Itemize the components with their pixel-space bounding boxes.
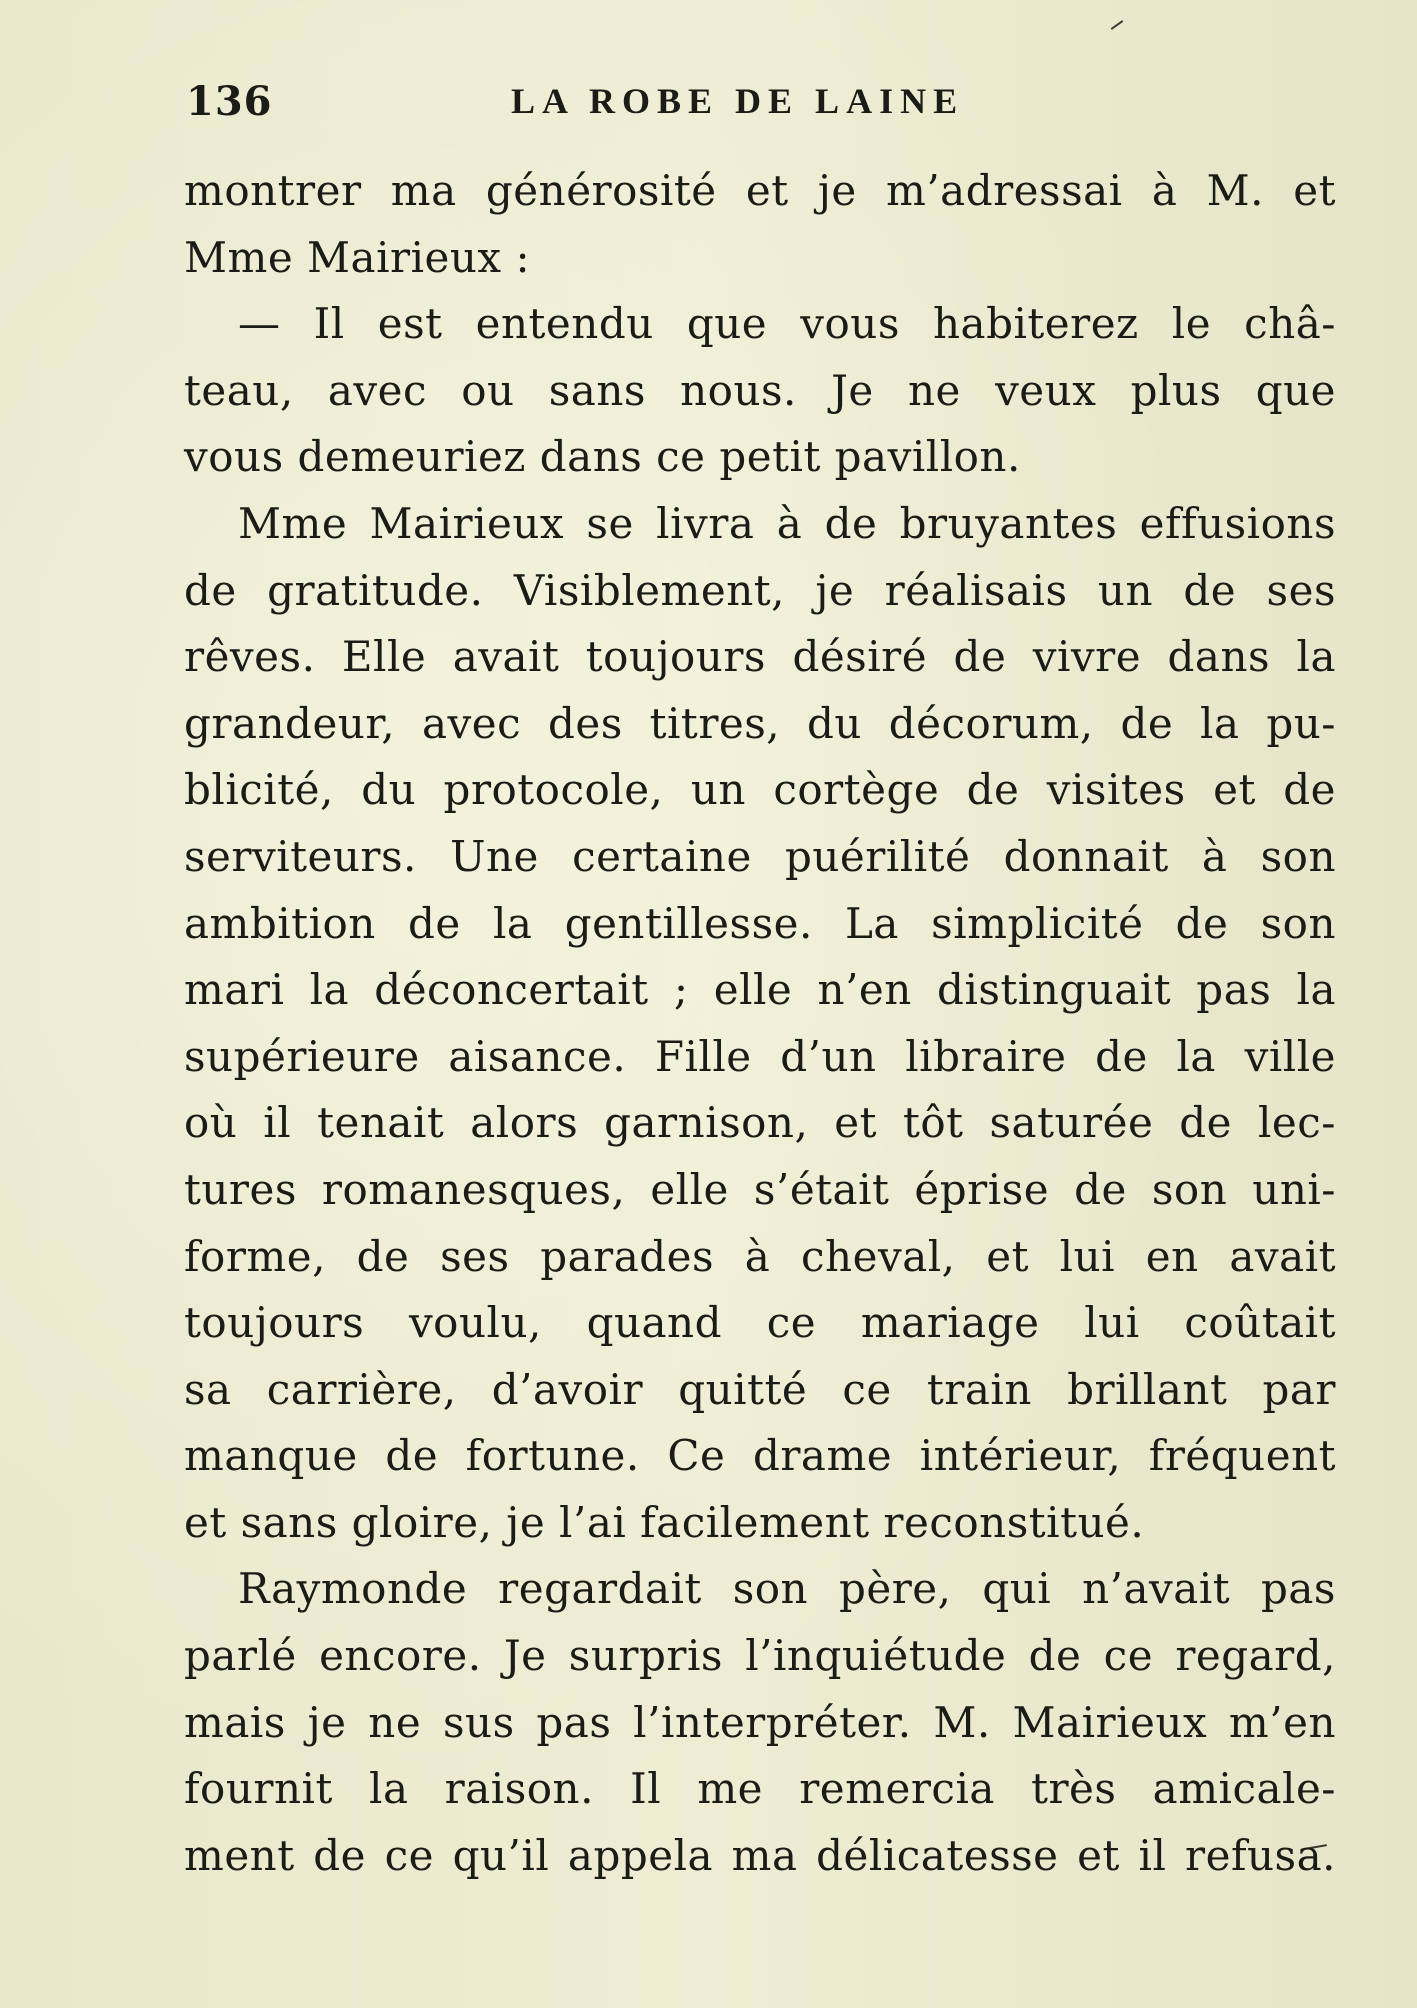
body-text — [184, 158, 1336, 1889]
text-line: et sans gloire, je l’ai facilement reconstitué. — [184, 1497, 1145, 1547]
text-line: supérieure aisance. Fille d’un libraire de la ville — [184, 1031, 1336, 1081]
running-header — [186, 78, 1336, 128]
running-title: LA ROBE DE LAINE — [511, 81, 965, 121]
text-line: ambition de la gentillesse. La simplicité de son — [184, 898, 1336, 948]
text-line: Raymonde regardait son père, qui n’avait pas — [238, 1564, 1336, 1614]
text-line: rêves. Elle avait toujours désiré de vivre dans la — [184, 632, 1336, 682]
text-line: grandeur, avec des titres, du décorum, de la pu- — [184, 698, 1336, 748]
text-line: fournit la raison. Il me remercia très amicale- — [184, 1764, 1336, 1814]
text-line: où il tenait alors garnison, et tôt saturée de lec- — [184, 1098, 1336, 1148]
text-line: — Il est entendu que vous habiterez le châ- — [238, 299, 1336, 349]
text-line: parlé encore. Je surpris l’inquiétude de ce regard, — [184, 1631, 1336, 1681]
text-line: serviteurs. Une certaine puérilité donnait à son — [184, 831, 1336, 881]
text-line: toujours voulu, quand ce mariage lui coûtait — [184, 1298, 1336, 1348]
text-line: teau, avec ou sans nous. Je ne veux plus que — [184, 365, 1336, 415]
text-line: vous demeuriez dans ce petit pavillon. — [184, 432, 1021, 482]
text-line: mais je ne sus pas l’interpréter. M. Mairieux m’en — [184, 1697, 1336, 1747]
text-line: mari la déconcertait ; elle n’en distinguait pas la — [184, 965, 1336, 1015]
text-line: tures romanesques, elle s’était éprise de son uni- — [184, 1164, 1336, 1214]
text-line: Mme Mairieux se livra à de bruyantes effusions — [238, 498, 1336, 548]
text-line: forme, de ses parades à cheval, et lui en avait — [184, 1231, 1336, 1281]
text-line: manque de fortune. Ce drame intérieur, fréquent — [184, 1431, 1336, 1481]
ink-speck — [1111, 20, 1124, 30]
text-line: ment de ce qu’il appela ma délicatesse et il refusa. — [184, 1830, 1336, 1880]
text-line: de gratitude. Visiblement, je réalisais un de ses — [184, 565, 1336, 615]
text-line: sa carrière, d’avoir quitté ce train brillant par — [184, 1364, 1336, 1414]
text-line: Mme Mairieux : — [184, 232, 531, 282]
text-line: blicité, du protocole, un cortège de visites et de — [184, 765, 1336, 815]
text-line: montrer ma générosité et je m’adressai à M. et — [184, 166, 1336, 215]
page-number: 136 — [186, 78, 273, 125]
